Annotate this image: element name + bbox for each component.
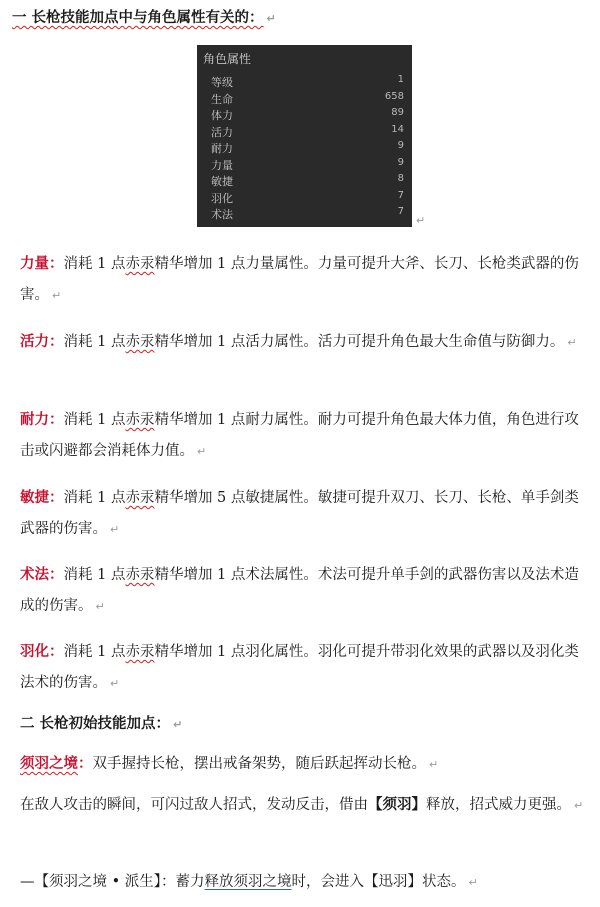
- paragraph-mark: ↵: [468, 876, 478, 889]
- stat-label: 等级: [211, 76, 233, 89]
- stat-value: 1: [397, 74, 404, 85]
- stat-value: 9: [397, 140, 404, 151]
- attribute-name: 羽化：: [20, 643, 64, 660]
- derivative-line: —【须羽之境 • 派生】：蓄力释放须羽之境时，会进入【迅羽】状态。 ↵: [20, 874, 478, 890]
- stat-label: 耐力: [211, 142, 233, 155]
- stat-value: 89: [391, 107, 404, 118]
- stat-label: 活力: [211, 125, 233, 139]
- stat-row: [197, 107, 412, 123]
- panel-title: 角色属性: [203, 52, 252, 66]
- paragraph-mark: ↵: [110, 677, 120, 690]
- stat-label: 生命: [211, 92, 233, 106]
- heading-1: 一 长枪技能加点中与角色属性有关的： ↵: [12, 9, 276, 26]
- counter-paragraph: 在敌人攻击的瞬间，可闪过敌人招式，发动反击，借由【须羽】释放，招式威力更强。 ↵: [20, 796, 584, 813]
- stat-label: 力量: [211, 158, 233, 172]
- attribute-paragraph: 羽化：消耗 1 点赤汞精华增加 1 点羽化属性。羽化可提升带羽化效果的武器以及羽化类法术的伤害。 ↵: [20, 643, 579, 691]
- stat-row: [197, 173, 412, 189]
- paragraph-mark: ↵: [197, 445, 207, 458]
- stat-row: [197, 190, 412, 206]
- attribute-paragraph: 术法：消耗 1 点赤汞精华增加 1 点术法属性。术法可提升单手剑的武器伤害以及法术造成的伤害。 ↵: [20, 566, 579, 614]
- linked-phrase: 释放须羽之境: [204, 874, 292, 890]
- paragraph-mark: ↵: [574, 799, 584, 812]
- paragraph-mark: ↵: [429, 758, 439, 771]
- stat-value: 8: [397, 173, 404, 184]
- stat-value: 9: [397, 156, 404, 168]
- stat-label: 敏捷: [211, 175, 233, 188]
- skill-colon: ：: [78, 755, 93, 772]
- stat-row: [197, 140, 412, 156]
- spellcheck-word: 赤汞: [125, 567, 155, 583]
- spellcheck-word: 赤汞: [125, 490, 155, 506]
- spellcheck-word: 赤汞: [125, 412, 155, 428]
- stat-row: [197, 74, 412, 90]
- attribute-name: 术法：: [20, 566, 64, 583]
- paragraph-mark: ↵: [173, 718, 183, 731]
- stat-value: 7: [397, 189, 404, 201]
- stat-value: 658: [384, 90, 404, 102]
- attribute-paragraph: 力量：消耗 1 点赤汞精华增加 1 点力量属性。力量可提升大斧、长刀、长枪类武器的伤害。 ↵: [20, 255, 579, 303]
- stat-row: [197, 206, 412, 222]
- spellcheck-word: 赤汞: [125, 334, 155, 350]
- stat-row: [197, 91, 412, 107]
- stat-label: 体力: [211, 109, 233, 122]
- bold-term: 【须羽】: [368, 796, 426, 813]
- paragraph-mark: ↵: [95, 600, 105, 613]
- attribute-name: 敏捷：: [20, 489, 64, 506]
- paragraph-mark: ↵: [52, 289, 62, 302]
- spellcheck-word: 赤汞: [125, 644, 155, 660]
- paragraph-mark: ↵: [266, 12, 276, 25]
- skill-name: 须羽之境: [20, 755, 78, 772]
- skill-line: [20, 752, 438, 773]
- stat-label: 术法: [211, 208, 233, 221]
- paragraph-mark: ↵: [416, 214, 426, 227]
- stat-row: [197, 124, 412, 140]
- attribute-paragraph: 活力：消耗 1 点赤汞精华增加 1 点活力属性。活力可提升角色最大生命值与防御力。 ↵: [20, 333, 577, 350]
- attribute-panel: [197, 45, 412, 227]
- heading-2: 二 长枪初始技能加点： ↵: [20, 715, 183, 732]
- attribute-name: 耐力：: [20, 411, 64, 428]
- stat-value: 7: [397, 206, 404, 217]
- stat-label: 羽化: [211, 191, 233, 205]
- derivative-bracket: 【须羽之境 • 派生】: [34, 874, 162, 890]
- attribute-paragraph: 敏捷：消耗 1 点赤汞精华增加 5 点敏捷属性。敏捷可提升双刀、长刀、长枪、单手剑类武器的伤害。 ↵: [20, 489, 579, 537]
- stat-row: [197, 157, 412, 173]
- stat-value: 14: [391, 123, 404, 135]
- spellcheck-word: 赤汞: [125, 256, 155, 272]
- paragraph-mark: ↵: [110, 523, 120, 536]
- attribute-paragraph: 耐力：消耗 1 点赤汞精华增加 1 点耐力属性。耐力可提升角色最大体力值，角色进行攻击或闪避都会消耗体力值。 ↵: [20, 411, 579, 459]
- attribute-name: 活力：: [20, 333, 64, 350]
- attribute-name: 力量：: [20, 255, 64, 272]
- paragraph-mark: ↵: [567, 336, 577, 349]
- skill-desc: 双手握持长枪，摆出戒备架势，随后跃起挥动长枪。: [92, 756, 426, 772]
